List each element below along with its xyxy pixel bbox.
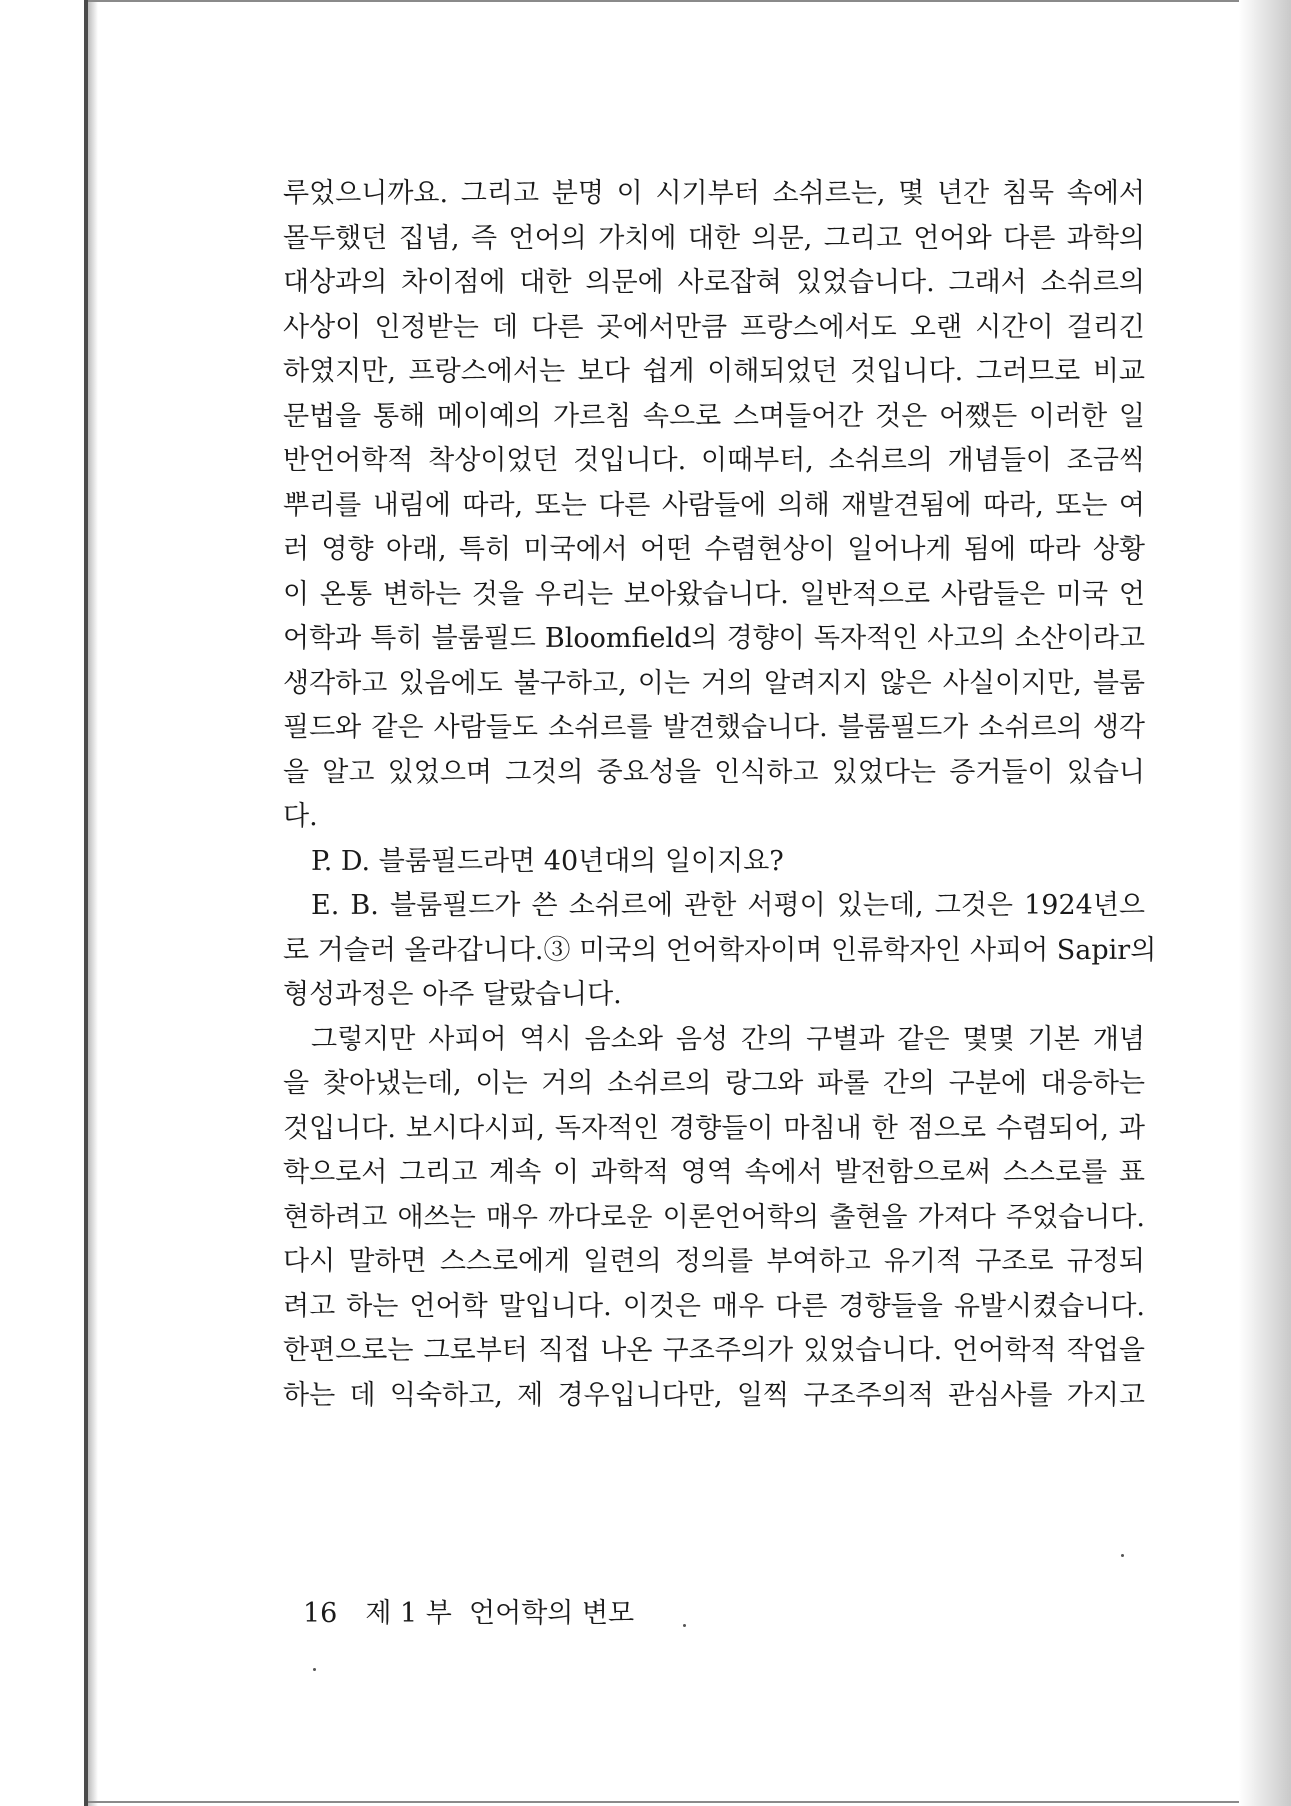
text-line: 몰두했던 집념, 즉 언어의 가치에 대한 의문, 그리고 언어와 다른 과학의 [283, 222, 1145, 254]
part-label: 제 1 부 [365, 1598, 452, 1629]
text-line: 반언어학적 착상이었던 것입니다. 이때부터, 소쉬르의 개념들이 조금씩 [283, 445, 1145, 476]
page-right-shadow [1239, 0, 1291, 1806]
text-line: 사상이 인정받는 데 다른 곳에서만큼 프랑스에서도 오랜 시간이 걸리긴 [283, 311, 1145, 343]
text-line: 학으로서 그리고 계속 이 과학적 영역 속에서 발전함으로써 스스로를 표 [283, 1157, 1145, 1188]
text-line: 생각하고 있음에도 불구하고, 이는 거의 알려지지 않은 사실이지만, 블룸 [283, 667, 1145, 699]
text-line: 형성과정은 아주 달랐습니다. [283, 979, 622, 1010]
speck [1121, 1554, 1124, 1557]
text-line: 을 알고 있었으며 그것의 중요성을 인식하고 있었다는 증거들이 있습니 [283, 756, 1145, 788]
speck [683, 1624, 686, 1627]
text-line: 뿌리를 내림에 따라, 또는 다른 사람들에 의해 재발견됨에 따라, 또는 여 [283, 489, 1145, 521]
text-line: 다시 말하면 스스로에게 일련의 정의를 부여하고 유기적 구조로 규정되 [283, 1246, 1145, 1277]
text-line: 하였지만, 프랑스에서는 보다 쉽게 이해되었던 것입니다. 그러므로 비교 [283, 356, 1145, 387]
text-line: 그렇지만 사피어 역시 음소와 음성 간의 구별과 같은 몇몇 기본 개념 [311, 1023, 1145, 1055]
text-line: 대상과의 차이점에 대한 의문에 사로잡혀 있었습니다. 그래서 소쉬르의 [283, 267, 1145, 298]
text-line: 러 영향 아래, 특히 미국에서 어떤 수렴현상이 일어나게 됨에 따라 상황 [283, 534, 1145, 565]
text-line: 한편으로는 그로부터 직접 나온 구조주의가 있었습니다. 언어학적 작업을 [283, 1335, 1145, 1366]
text-line: 현하려고 애쓰는 매우 까다로운 이론언어학의 출현을 가져다 주었습니다. [283, 1201, 1145, 1233]
page-left-shadow [88, 0, 98, 1806]
text-line: P. D. 블룸필드라면 40년대의 일이지요? [311, 845, 784, 877]
page-number: 16 [303, 1598, 338, 1629]
text-line: 을 찾아냈는데, 이는 거의 소쉬르의 랑그와 파롤 간의 구분에 대응하는 [283, 1068, 1145, 1099]
text-line: 하는 데 익숙하고, 제 경우입니다만, 일찍 구조주의적 관심사를 가지고 [283, 1379, 1145, 1411]
page-bottom-border [88, 1801, 1239, 1803]
text-line: 려고 하는 언어학 말입니다. 이것은 매우 다른 경향들을 유발시켰습니다. [283, 1290, 1145, 1322]
text-line: 다. [283, 801, 318, 832]
text-line: E. B. 블룸필드가 쓴 소쉬르에 관한 서평이 있는데, 그것은 1924년으 [311, 890, 1145, 921]
text-line: 어학과 특히 블룸필드 Bloomfield의 경향이 독자적인 사고의 소산이라고 [283, 623, 1145, 654]
body-text [283, 172, 1157, 1418]
text-line: 이 온통 변하는 것을 우리는 보아왔습니다. 일반적으로 사람들은 미국 언 [283, 578, 1145, 610]
chapter-title: 언어학의 변모 [469, 1598, 635, 1629]
left-margin [0, 0, 84, 1806]
text-line: 것입니다. 보시다시피, 독자적인 경향들이 마침내 한 점으로 수렴되어, 과 [283, 1112, 1145, 1144]
speck [313, 1668, 316, 1671]
text-line: 로 거슬러 올라갑니다.③ 미국의 언어학자이며 인류학자인 사피어 Sapir의 [283, 934, 1157, 966]
text-line: 문법을 통해 메이예의 가르침 속으로 스며들어간 것은 어쨌든 이러한 일 [283, 400, 1145, 432]
page-top-border [88, 0, 1239, 2]
text-line: 필드와 같은 사람들도 소쉬르를 발견했습니다. 블룸필드가 소쉬르의 생각 [283, 712, 1145, 743]
page-footer [303, 1591, 634, 1630]
text-line: 루었으니까요. 그리고 분명 이 시기부터 소쉬르는, 몇 년간 침묵 속에서 [283, 178, 1145, 209]
